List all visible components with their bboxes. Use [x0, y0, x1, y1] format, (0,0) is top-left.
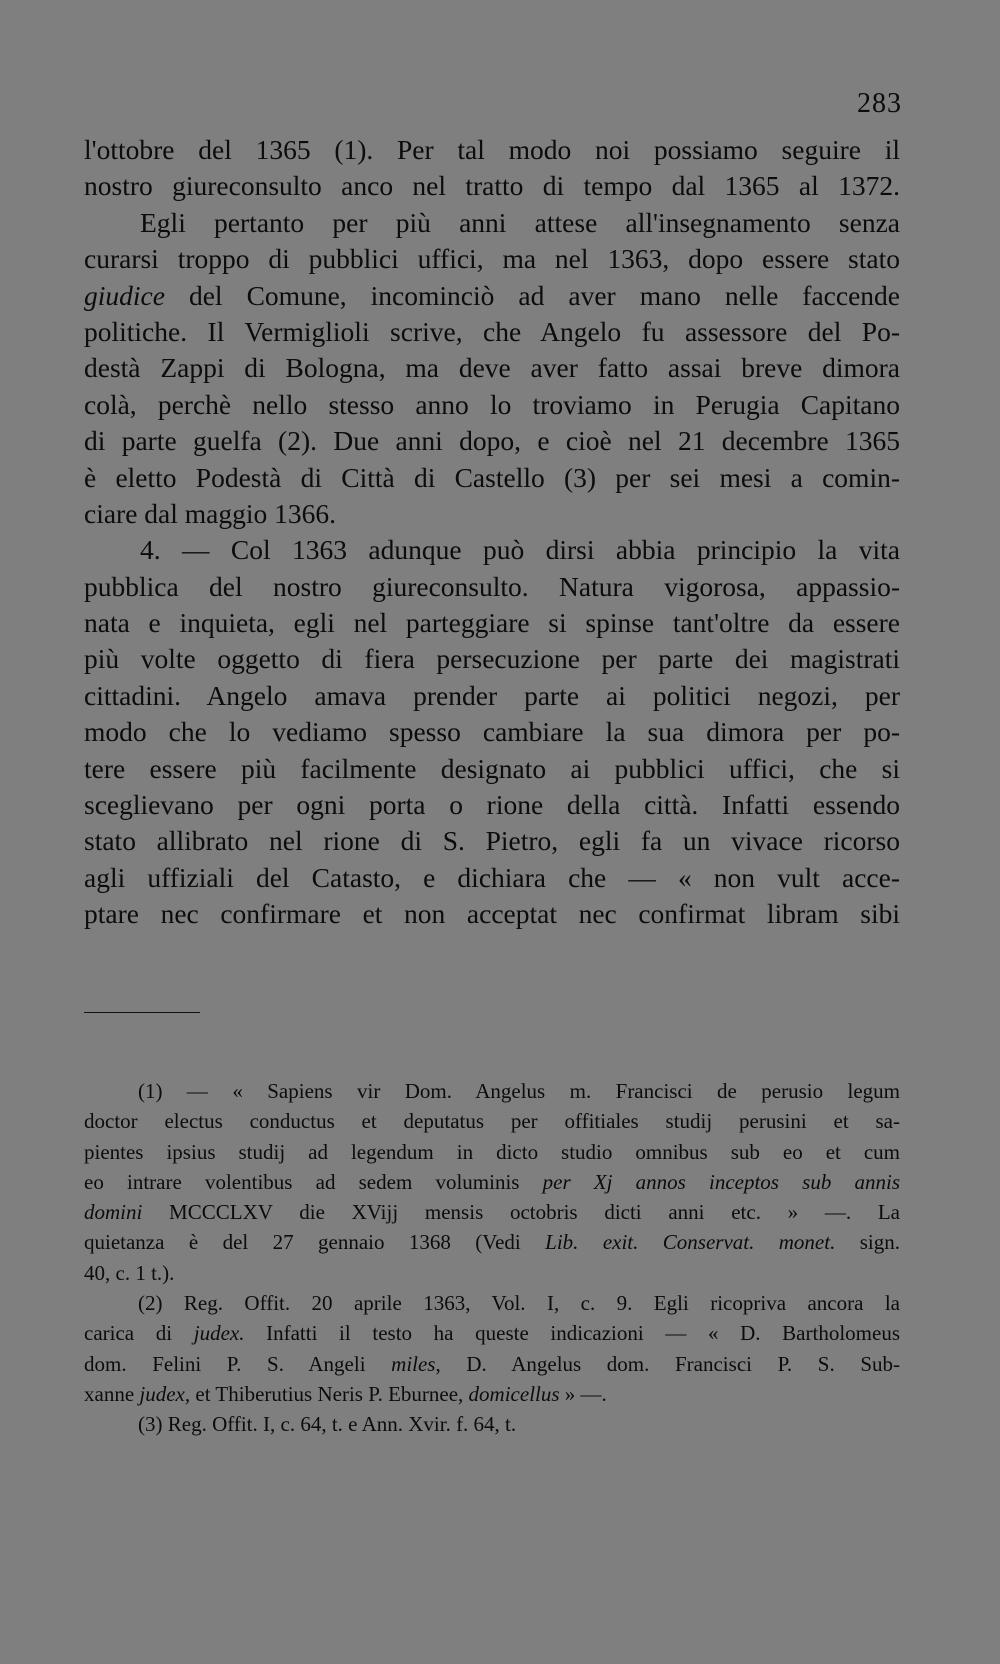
body-line: politiche. Il Vermiglioli scrive, che Angelo fu assessore del Po-	[84, 315, 900, 347]
footnote-divider	[84, 1012, 200, 1013]
page-number: 283	[857, 88, 902, 119]
footnote-line: (2) Reg. Offit. 20 aprile 1363, Vol. I, c. 9. Egli ricopriva ancora la	[138, 1291, 900, 1316]
body-line: curarsi troppo di pubblici uffici, ma nel 1363, dopo essere stato	[84, 243, 900, 275]
body-line: ptare nec confirmare et non acceptat nec confirmat libram sibi	[84, 898, 900, 930]
italic-text: domini	[84, 1200, 143, 1225]
body-line: modo che lo vediamo spesso cambiare la sua dimora per po-	[84, 716, 900, 748]
body-line: di parte guelfa (2). Due anni dopo, e cioè nel 21 decembre 1365	[84, 425, 900, 457]
body-line: nata e inquieta, egli nel parteggiare si spinse tant'oltre da essere	[84, 607, 900, 639]
footnote-line: 40, c. 1 t.).	[84, 1260, 175, 1285]
italic-text: per Xj annos inceptos sub annis	[542, 1169, 900, 1194]
footnote-line: doctor electus conductus et deputatus per offitiales studij perusini et sa-	[84, 1109, 900, 1134]
italic-text: judex,	[139, 1381, 191, 1406]
body-line	[84, 278, 900, 314]
body-line: destà Zappi di Bologna, ma deve aver fatto assai breve dimora	[84, 352, 900, 384]
line-text: carica di	[84, 1321, 194, 1346]
footnote-line	[84, 1197, 900, 1227]
footnote-line	[84, 1227, 900, 1257]
italic-text: Lib. exit. Conservat. monet.	[545, 1230, 836, 1255]
line-text: dom. Felini P. S. Angeli	[84, 1351, 392, 1376]
body-line: colà, perchè nello stesso anno lo troviamo in Perugia Capitano	[84, 388, 900, 420]
footnotes	[84, 1076, 900, 1440]
line-text: del Comune, incominciò ad aver mano nelle faccende	[164, 279, 900, 311]
body-line: sceglievano per ogni porta o rione della città. Infatti essendo	[84, 789, 900, 821]
line-text: et Thiberutius Neris P. Eburnee,	[190, 1381, 469, 1406]
footnote-line	[84, 1349, 900, 1379]
body-line: l'ottobre del 1365 (1). Per tal modo noi possiamo seguire il	[84, 134, 900, 165]
italic-word: giudice	[84, 279, 165, 311]
footnote-line: (1) — « Sapiens vir Dom. Angelus m. Francisci de perusio legum	[138, 1079, 900, 1103]
italic-text: judex.	[193, 1321, 245, 1346]
italic-text: miles	[391, 1351, 436, 1376]
line-text: quietanza è del 27 gennaio 1368 (Vedi	[84, 1230, 546, 1255]
line-text: eo intrare volentibus ad sedem voluminis	[84, 1169, 543, 1194]
body-line: nostro giureconsulto anco nel tratto di tempo dal 1365 al 1372.	[84, 170, 900, 202]
body-line: ciare dal maggio 1366.	[84, 497, 336, 529]
body-line: tere essere più facilmente designato ai pubblici uffici, che si	[84, 752, 900, 784]
body-line: Egli pertanto per più anni attese all'insegnamento senza	[140, 206, 900, 238]
body-line: è eletto Podestà di Città di Castello (3) per sei mesi a comin-	[84, 461, 900, 493]
line-text: xanne	[84, 1381, 140, 1406]
line-text: MCCCLXV die XVijj mensis octobris dicti anni etc. » —. La	[142, 1200, 900, 1225]
italic-text: domicellus	[468, 1381, 560, 1406]
footnote-line	[84, 1167, 900, 1197]
body-line: stato allibrato nel rione di S. Pietro, egli fa un vivace ricorso	[84, 825, 900, 857]
line-text: sign.	[835, 1230, 900, 1255]
body-line: pubblica del nostro giureconsulto. Natura vigorosa, appassio-	[84, 570, 900, 602]
footnote-line	[84, 1379, 900, 1409]
body-line: cittadini. Angelo amava prender parte ai politici negozi, per	[84, 679, 900, 711]
line-text: Infatti il testo ha queste indicazioni — « D. Bartholomeus	[244, 1321, 900, 1346]
body-line: 4. — Col 1363 adunque può dirsi abbia principio la vita	[140, 534, 900, 566]
line-text: » —.	[559, 1381, 607, 1406]
body-line: agli uffiziali del Catasto, e dichiara che — « non vult acce-	[84, 861, 900, 893]
body-line: più volte oggetto di fiera persecuzione per parte dei magistrati	[84, 643, 900, 675]
line-text: , D. Angelus dom. Francisci P. S. Sub-	[435, 1351, 900, 1376]
footnote-line: (3) Reg. Offit. I, c. 64, t. e Ann. Xvir. f. 64, t.	[138, 1412, 517, 1437]
body-text	[84, 132, 900, 933]
footnote-line: pientes ipsius studij ad legendum in dicto studio omnibus sub eo et cum	[84, 1139, 900, 1164]
footnote-line	[84, 1318, 900, 1348]
